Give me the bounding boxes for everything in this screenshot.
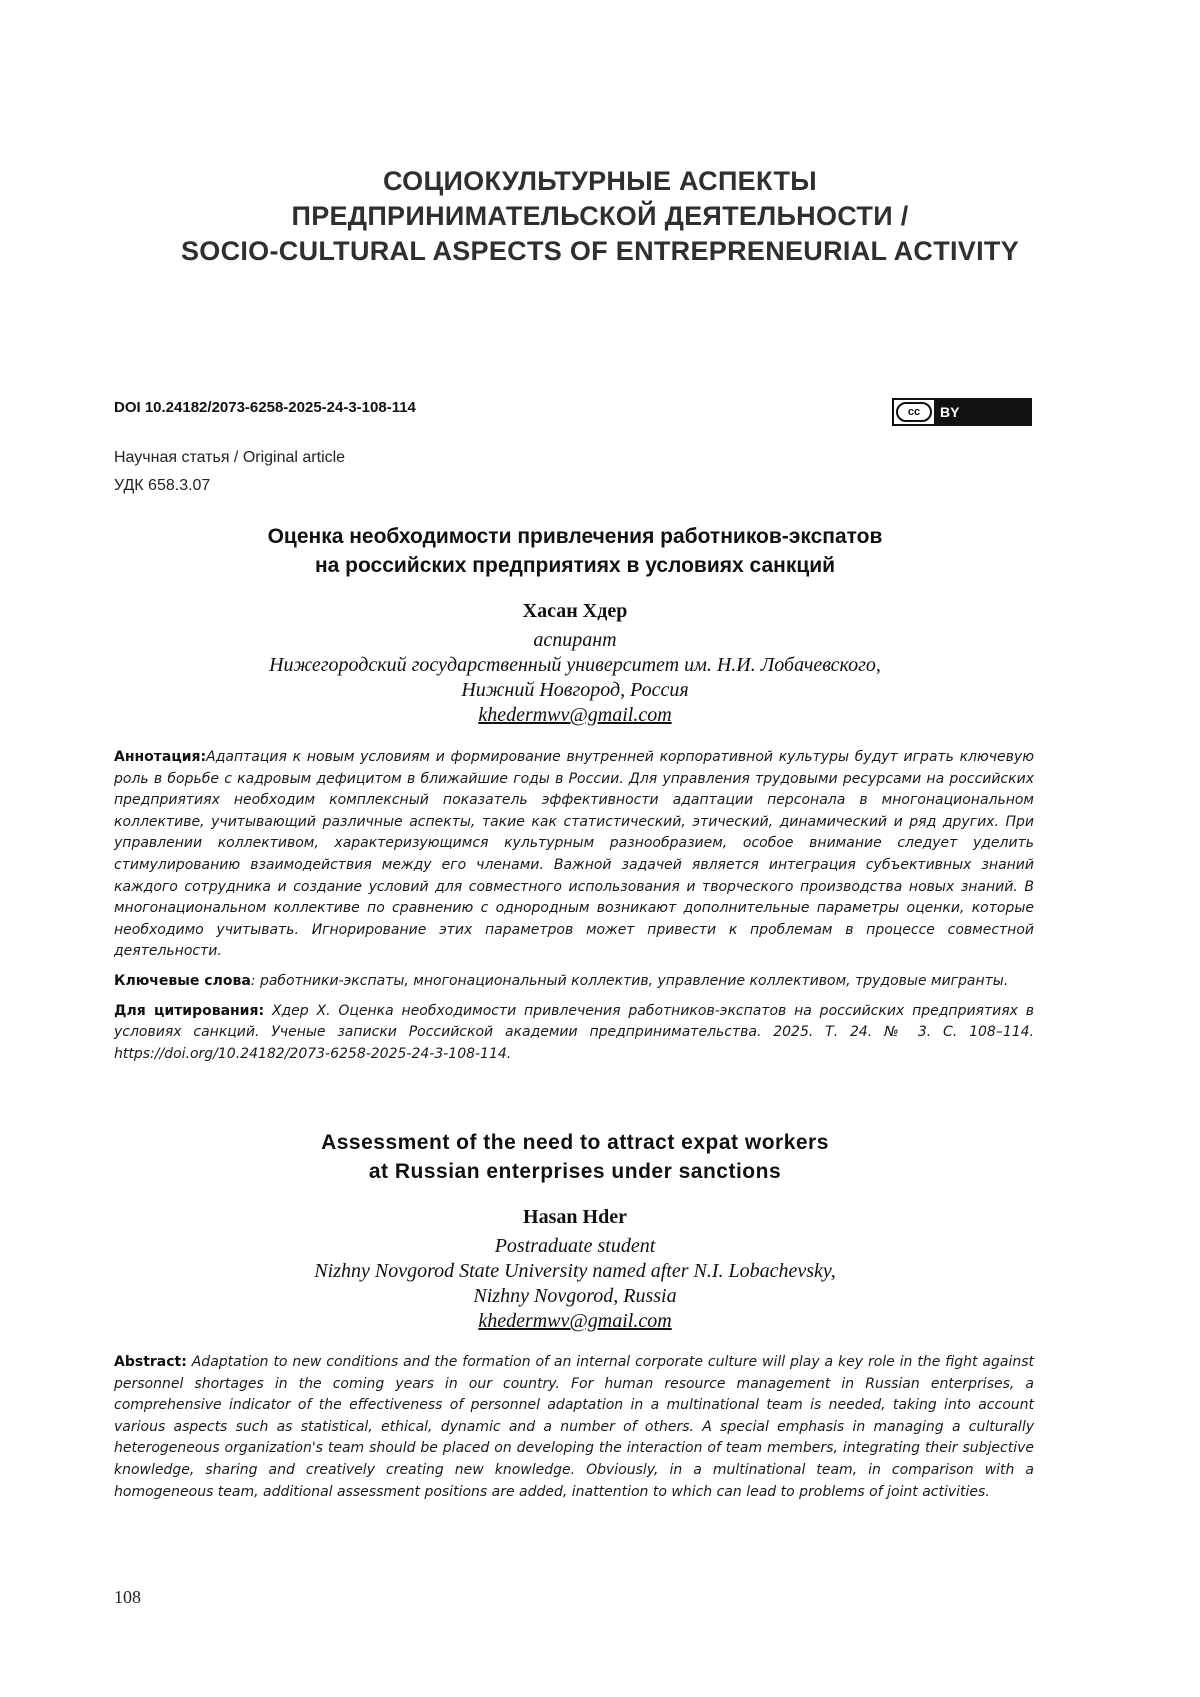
article-title-ru xyxy=(0,522,1150,580)
section-title-line: ПРЕДПРИНИМАТЕЛЬСКОЙ ДЕЯТЕЛЬНОСТИ / xyxy=(291,201,909,231)
author-position: Postraduate student xyxy=(494,1235,656,1257)
section-title-line: SOCIO-CULTURAL ASPECTS OF ENTREPRENEURIAL ACTIVITY xyxy=(180,236,1020,266)
keywords-text: : работники-экспаты, многонациональный коллектив, управление коллективом, трудовые мигранты. xyxy=(250,972,1009,989)
article-type: Научная статья / Original article xyxy=(114,449,346,466)
article-title-en xyxy=(0,1128,1150,1186)
abstract-text: Адаптация к новым условиям и формирование внутренней корпоративной культуры будут играть ключевую роль в борьбе с кадровым дефицитом в ближайшие годы в России. Для управления трудовыми ресурсами на российских предприятиях необходим комплексный показатель эффективности адаптации персонала в многонациональном коллективе, учитывающий различные аспекты, такие как статистический, этический, динамический и ряд других. При управлении коллективом, характеризующимся культурным разнообразием, особое внимание следует уделить стимулированию взаимодействия между его членами. Важной задачей является интеграция субъективных знаний каждого сотрудника и создание условий для совместного использования и творческого производства новых знаний. В многонациональном коллективе по сравнению с однородным возникают дополнительные параметры оценки, которые необходимо учитывать. Игнорирование этих параметров может привести к проблемам в процессе совместной деятельности. xyxy=(114,749,1034,960)
author-city: Nizhny Novgorod, Russia xyxy=(473,1285,677,1307)
article-title-line: Оценка необходимости привлечения работников-экспатов xyxy=(267,525,883,548)
doi-label: DOI 10.24182/2073-6258-2025-24-3-108-114 xyxy=(114,399,416,416)
author-block-ru xyxy=(0,597,1150,728)
abstract-label: Abstract: xyxy=(114,1354,187,1370)
author-block-en xyxy=(0,1203,1150,1334)
page-number: 108 xyxy=(114,1587,141,1607)
author-name: Hasan Hder xyxy=(523,1206,627,1228)
author-city: Нижний Новгород, Россия xyxy=(461,679,689,701)
article-title-line: at Russian enterprises under sanctions xyxy=(368,1160,782,1183)
abstract-label: Аннотация: xyxy=(114,749,207,765)
section-title-line: СОЦИОКУЛЬТУРНЫЕ АСПЕКТЫ xyxy=(383,166,817,196)
author-position: аспирант xyxy=(533,629,617,651)
abstract-en xyxy=(114,1352,1034,1511)
license-by-label: BY xyxy=(934,400,1030,424)
author-name: Хасан Хдер xyxy=(522,600,628,622)
cc-by-license-badge xyxy=(892,398,1032,426)
author-email-link[interactable]: khedermwv@gmail.com xyxy=(478,704,672,726)
keywords-paragraph xyxy=(114,971,1034,993)
udk-code: УДК 658.3.07 xyxy=(114,477,211,494)
article-title-line: Assessment of the need to attract expat workers xyxy=(321,1131,829,1154)
creative-commons-icon: cc xyxy=(896,402,932,422)
abstract-text: Adaptation to new conditions and the formation of an internal corporate culture will play a key role in the fight against personnel shortages in the coming years in our country. For human resource management in Russian enterprises, a comprehensive indicator of the effectiveness of personnel adaptation in a multinational team is needed, taking into account various aspects such as statistical, ethical, dynamic and a number of others. A special emphasis in managing a culturally heterogeneous organization's team should be placed on developing the interaction of team members, integrating their subjective knowledge, sharing and creatively creating new knowledge. Obviously, in a multinational team, in comparison with a homogeneous team, additional assessment positions are added, inattention to which can lead to problems of joint activities. xyxy=(114,1354,1034,1500)
citation-label: Для цитирования: xyxy=(114,1002,265,1019)
keywords-label: Ключевые слова xyxy=(114,972,251,989)
author-affiliation: Nizhny Novgorod State University named after N.I. Lobachevsky, xyxy=(314,1260,836,1282)
citation-paragraph xyxy=(114,1001,1034,1066)
citation-text: Хдер Х. Оценка необходимости привлечения работников-экспатов на российских предприятиях в условиях санкций. Ученые записки Российской академии предпринимательства. 2025. Т. 24. № 3. С. 108–114. https://doi.org/10.24182/2073-6258-2025-24-3-108-114. xyxy=(114,1002,1035,1062)
author-email-link[interactable]: khedermwv@gmail.com xyxy=(478,1310,672,1332)
abstract-ru xyxy=(114,747,1034,1073)
abstract-paragraph xyxy=(114,747,1034,963)
article-title-line: на российских предприятиях в условиях санкций xyxy=(314,554,836,577)
journal-section-title xyxy=(0,164,1200,269)
author-affiliation: Нижегородский государственный университет им. Н.И. Лобачевского, xyxy=(269,654,881,676)
abstract-paragraph xyxy=(114,1352,1034,1503)
